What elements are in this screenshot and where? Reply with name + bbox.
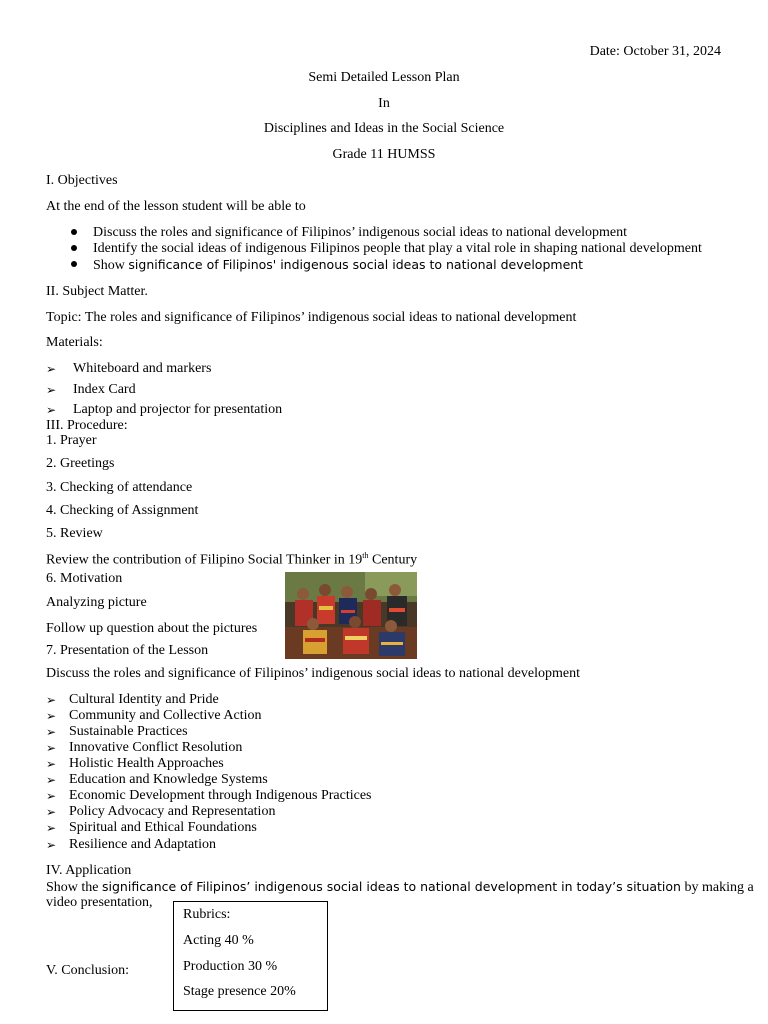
document-title: Semi Detailed Lesson Plan	[308, 70, 460, 85]
arrow-bullet-icon: ➢	[46, 383, 57, 397]
objective-item: Discuss the roles and significance of Filipinos’ indigenous social ideas to national development	[93, 225, 627, 240]
objective-item-rest: significance of Filipinos' indigenous social ideas to national development	[128, 257, 584, 272]
arrow-bullet-icon: ➢	[46, 362, 57, 376]
rubric-item: Stage presence 20%	[183, 984, 296, 999]
motivation-step: 6. Motivation	[46, 571, 123, 586]
rubrics-title: Rubrics:	[183, 907, 231, 922]
procedure-heading: III. Procedure:	[46, 418, 128, 433]
arrow-bullet-icon: ➢	[46, 789, 57, 803]
lesson-point: Community and Collective Action	[69, 708, 262, 723]
procedure-step: 3. Checking of attendance	[46, 480, 193, 495]
presentation-intro: Discuss the roles and significance of Filipinos’ indigenous social ideas to national development	[46, 666, 580, 681]
rubrics-box	[173, 901, 328, 1011]
lesson-point: Cultural Identity and Pride	[69, 692, 219, 707]
review-text-main: Review the contribution of Filipino Social Thinker in 19	[46, 552, 363, 568]
application-text-end: by making a	[680, 880, 754, 895]
bullet-dot-icon	[71, 261, 77, 267]
lesson-point: Spiritual and Ethical Foundations	[69, 820, 257, 835]
arrow-bullet-icon: ➢	[46, 403, 57, 417]
arrow-bullet-icon: ➢	[46, 693, 57, 707]
lesson-point: Economic Development through Indigenous Practices	[69, 788, 372, 803]
objectives-heading: I. Objectives	[46, 173, 118, 188]
application-text-line2: video presentation,	[46, 895, 153, 910]
procedure-step: 2. Greetings	[46, 456, 115, 471]
arrow-bullet-icon: ➢	[46, 821, 57, 835]
lesson-point: Policy Advocacy and Representation	[69, 804, 276, 819]
objective-item	[93, 257, 583, 274]
review-superscript: th	[362, 551, 369, 560]
application-text-start: Show the	[46, 880, 102, 895]
document-title-in: In	[378, 96, 390, 111]
procedure-step: 1. Prayer	[46, 433, 97, 448]
indigenous-group-photo	[285, 572, 417, 659]
follow-up-question: Follow up question about the pictures	[46, 621, 258, 636]
topic-line: Topic: The roles and significance of Filipinos’ indigenous social ideas to national development	[46, 310, 577, 325]
procedure-step: 4. Checking of Assignment	[46, 503, 199, 518]
lesson-point: Resilience and Adaptation	[69, 837, 216, 852]
rubric-item: Acting 40 %	[183, 933, 254, 948]
procedure-step: 5. Review	[46, 526, 103, 541]
application-text-line	[46, 879, 754, 896]
objectives-intro: At the end of the lesson student will be able to	[46, 199, 306, 214]
review-text-end: Century	[368, 552, 418, 568]
arrow-bullet-icon: ➢	[46, 709, 57, 723]
review-text	[46, 548, 417, 569]
lesson-point: Education and Knowledge Systems	[69, 772, 268, 787]
rubric-item: Production 30 %	[183, 959, 278, 974]
bullet-dot-icon	[71, 229, 77, 235]
lesson-date: Date: October 31, 2024	[589, 44, 721, 59]
objective-item-prefix: Show	[93, 258, 129, 273]
arrow-bullet-icon: ➢	[46, 805, 57, 819]
material-item: Index Card	[73, 382, 136, 397]
document-subject: Disciplines and Ideas in the Social Science	[263, 121, 505, 136]
arrow-bullet-icon: ➢	[46, 838, 57, 852]
lesson-point: Sustainable Practices	[69, 724, 188, 739]
subject-matter-heading: II. Subject Matter.	[46, 284, 148, 299]
document-grade: Grade 11 HUMSS	[332, 147, 436, 162]
bullet-dot-icon	[71, 245, 77, 251]
materials-label: Materials:	[46, 335, 103, 350]
presentation-step: 7. Presentation of the Lesson	[46, 643, 209, 658]
application-heading: IV. Application	[46, 863, 132, 878]
lesson-point: Holistic Health Approaches	[69, 756, 224, 771]
application-text-mid: significance of Filipinos’ indigenous social ideas to national development in today’s situation	[102, 879, 681, 894]
analyzing-picture: Analyzing picture	[46, 595, 147, 610]
arrow-bullet-icon: ➢	[46, 757, 57, 771]
arrow-bullet-icon: ➢	[46, 773, 57, 787]
arrow-bullet-icon: ➢	[46, 741, 57, 755]
arrow-bullet-icon: ➢	[46, 725, 57, 739]
photo-illustration	[285, 572, 417, 659]
conclusion-heading: V. Conclusion:	[46, 963, 129, 978]
material-item: Laptop and projector for presentation	[73, 402, 283, 417]
lesson-point: Innovative Conflict Resolution	[69, 740, 243, 755]
material-item: Whiteboard and markers	[73, 361, 212, 376]
objective-item: Identify the social ideas of indigenous Filipinos people that play a vital role in shaping national development	[93, 241, 702, 256]
